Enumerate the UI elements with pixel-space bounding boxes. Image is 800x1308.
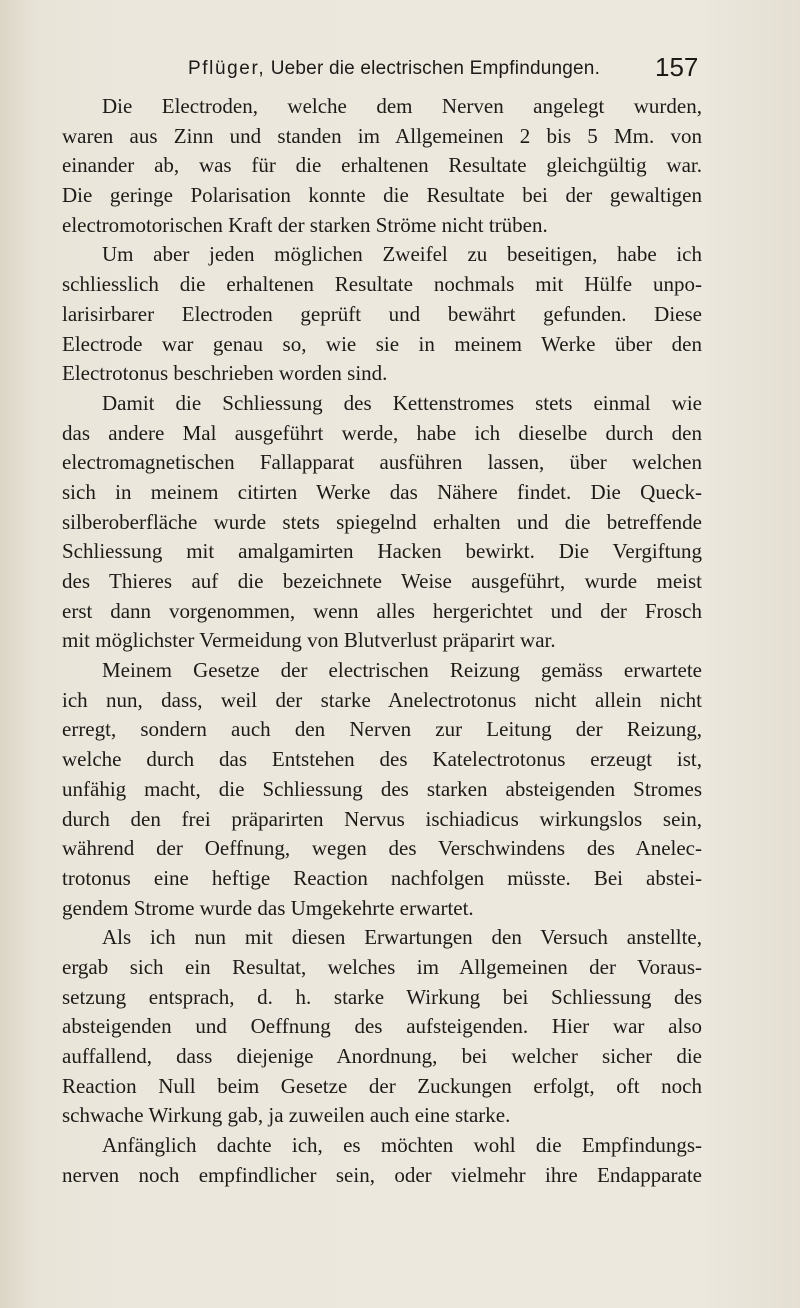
text-line: waren aus Zinn und standen im Allgemeinen 2 bis 5 Mm. von [62, 123, 702, 148]
text-line: des Thieres auf die bezeichnete Weise ausgeführt, wurde meist [62, 569, 702, 593]
text-line: sich in meinem citirten Werke das Nähere findet. Die Queck- [62, 479, 702, 504]
text-line: während der Oeffnung, wegen des Verschwindens des Anelec- [62, 836, 702, 861]
running-head [188, 58, 600, 80]
running-head-author: Pflüger, [188, 58, 266, 79]
text-line: welche durch das Entstehen des Katelectrotonus erzeugt ist, [62, 747, 702, 772]
text-line: schliesslich die erhaltenen Resultate nochmals mit Hülfe unpo- [62, 272, 702, 297]
text-line: erregt, sondern auch den Nerven zur Leitung der Reizung, [62, 717, 702, 742]
body-text [62, 92, 702, 1190]
text-line: auffallend, dass diejenige Anordnung, bei welcher sicher die [62, 1044, 702, 1068]
text-line: Um aber jeden möglichen Zweifel zu beseitigen, habe ich [102, 242, 702, 267]
text-line: trotonus eine heftige Reaction nachfolgen müsste. Bei abstei- [62, 865, 702, 890]
text-line: gendem Strome wurde das Umgekehrte erwartet. [62, 895, 474, 920]
page-header [0, 52, 800, 94]
text-line: setzung entsprach, d. h. starke Wirkung bei Schliessung des [62, 984, 702, 1009]
text-line: electromagnetischen Fallapparat ausführen lassen, über welchen [62, 450, 702, 475]
text-line: absteigenden und Oeffnung des aufsteigenden. Hier war also [62, 1014, 702, 1039]
text-line: schwache Wirkung gab, ja zuweilen auch eine starke. [62, 1103, 511, 1128]
text-line: Meinem Gesetze der electrischen Reizung gemäss erwartete [102, 658, 702, 683]
text-line: Damit die Schliessung des Kettenstromes stets einmal wie [102, 390, 702, 415]
text-line: das andere Mal ausgeführt werde, habe ich dieselbe durch den [62, 420, 702, 445]
text-line: electromotorischen Kraft der starken Ströme nicht trüben. [62, 212, 548, 237]
text-line: Electrode war genau so, wie sie in meinem Werke über den [62, 331, 702, 356]
text-line: Die geringe Polarisation konnte die Resultate bei der gewaltigen [62, 183, 702, 208]
text-line: nerven noch empfindlicher sein, oder vielmehr ihre Endapparate [62, 1162, 702, 1187]
text-line: Als ich nun mit diesen Erwartungen den Versuch anstellte, [102, 925, 702, 950]
text-line: Reaction Null beim Gesetze der Zuckungen erfolgt, oft noch [62, 1073, 702, 1098]
text-line: Die Electroden, welche dem Nerven angelegt wurden, [102, 94, 702, 118]
text-line: einander ab, was für die erhaltenen Resultate gleichgültig war. [62, 153, 702, 178]
text-line: erst dann vorgenommen, wenn alles hergerichtet und der Frosch [62, 598, 702, 623]
text-line: Anfänglich dachte ich, es möchten wohl die Empfindungs- [102, 1133, 702, 1158]
text-line: larisirbarer Electroden geprüft und bewährt gefunden. Diese [62, 301, 702, 326]
text-line: ergab sich ein Resultat, welches im Allgemeinen der Voraus- [62, 954, 702, 979]
text-line: ich nun, dass, weil der starke Anelectrotonus nicht allein nicht [62, 687, 702, 712]
text-line: mit möglichster Vermeidung von Blutverlust präparirt war. [62, 628, 556, 653]
page-number: 157 [655, 52, 699, 82]
text-line: Schliessung mit amalgamirten Hacken bewirkt. Die Vergiftung [62, 539, 702, 564]
text-line: Electrotonus beschrieben worden sind. [62, 361, 388, 386]
text-line: silberoberfläche wurde stets spiegelnd erhalten und die betreffende [62, 509, 702, 534]
text-line: unfähig macht, die Schliessung des starken absteigenden Stromes [62, 776, 702, 801]
running-head-title: Ueber die electrischen Empfindungen. [270, 58, 601, 79]
text-line: durch den frei präparirten Nervus ischiadicus wirkungslos sein, [62, 806, 702, 831]
